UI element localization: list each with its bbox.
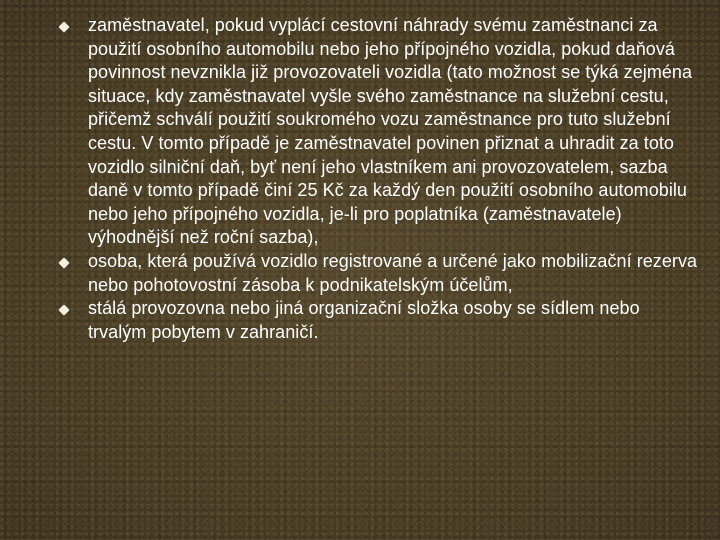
bullet-text: zaměstnavatel, pokud vyplácí cestovní náhrady svému zaměstnanci za použití osobního automobilu nebo jeho přípojného vozidla, pokud daňová povinnost nevznikla již provozovateli vozidla (tato možnost se týká zejména situace, kdy zaměstnavatel vyšle svého zaměstnance na služební cestu, přičemž schválí použití soukromého vozu zaměstnance pro tuto služební cestu. V tomto případě je zaměstnavatel povinen přiznat a uhradit za toto vozidlo silniční daň, byť není jeho vlastníkem ani provozovatelem, sazba daně v tomto případě činí 25 Kč za každý den použití osobního automobilu nebo jeho přípojného vozidla, je-li pro poplatníka (zaměstnavatele) výhodnější než roční sazba), — [88, 15, 693, 248]
bullet-item-permanent-establishment — [58, 297, 698, 344]
bullet-list — [58, 14, 698, 344]
bullet-text: stálá provozovna nebo jiná organizační složka osoby se sídlem nebo trvalým pobytem v zahraničí. — [88, 298, 640, 342]
diamond-bullet-icon — [58, 21, 69, 32]
diamond-bullet-icon — [58, 257, 69, 268]
bullet-text: osoba, která používá vozidlo registrované a určené jako mobilizační rezerva nebo pohotovostní zásoba k podnikatelským účelům, — [88, 250, 698, 295]
bullet-item-employer — [58, 14, 698, 250]
diamond-bullet-icon — [58, 304, 69, 315]
bullet-item-mobilization-reserve — [58, 250, 698, 297]
